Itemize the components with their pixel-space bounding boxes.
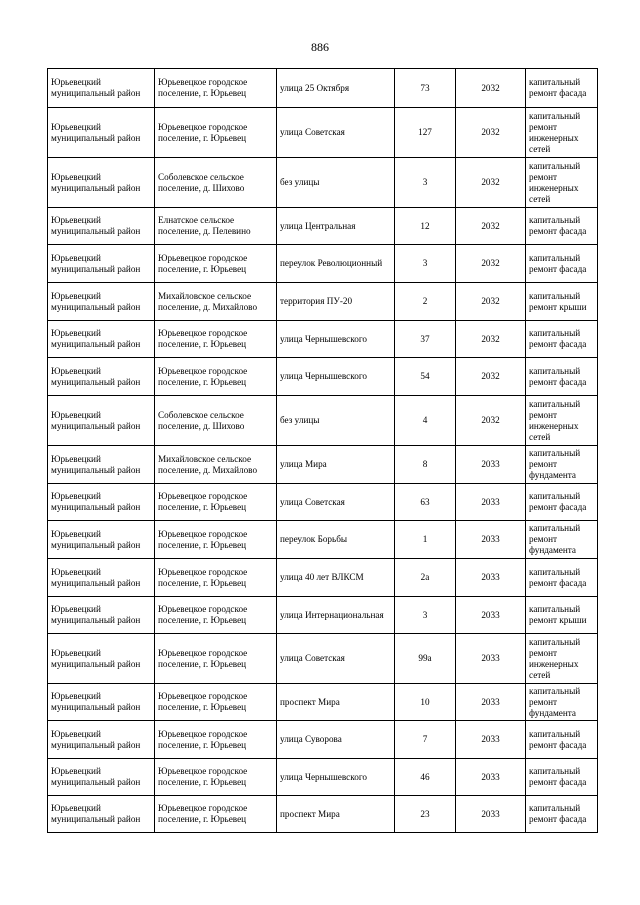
street-cell: без улицы — [277, 158, 395, 208]
district-cell: Юрьевецкий муниципальный район — [48, 759, 155, 796]
street-cell: улица Центральная — [277, 208, 395, 245]
table-row — [48, 484, 598, 521]
house-number-cell: 2а — [395, 559, 456, 597]
table-row — [48, 396, 598, 446]
street-cell: улица 25 Октября — [277, 69, 395, 108]
repair-schedule-table — [47, 68, 598, 833]
settlement-cell: Юрьевецкое городское поселение, г. Юрьевец — [155, 245, 277, 283]
house-number-cell: 127 — [395, 108, 456, 158]
street-cell: проспект Мира — [277, 796, 395, 833]
house-number-cell: 8 — [395, 446, 456, 484]
year-cell: 2032 — [456, 283, 526, 321]
settlement-cell: Юрьевецкое городское поселение, г. Юрьевец — [155, 759, 277, 796]
street-cell: улица Чернышевского — [277, 358, 395, 396]
settlement-cell: Юрьевецкое городское поселение, г. Юрьевец — [155, 796, 277, 833]
settlement-cell: Юрьевецкое городское поселение, г. Юрьевец — [155, 108, 277, 158]
year-cell: 2032 — [456, 158, 526, 208]
year-cell: 2033 — [456, 684, 526, 721]
settlement-cell: Юрьевецкое городское поселение, г. Юрьевец — [155, 721, 277, 759]
table-row — [48, 684, 598, 721]
district-cell: Юрьевецкий муниципальный район — [48, 721, 155, 759]
house-number-cell: 46 — [395, 759, 456, 796]
street-cell: улица Чернышевского — [277, 759, 395, 796]
work-type-cell: капитальный ремонт фасада — [526, 208, 598, 245]
settlement-cell: Юрьевецкое городское поселение, г. Юрьевец — [155, 358, 277, 396]
district-cell: Юрьевецкий муниципальный район — [48, 358, 155, 396]
table-row — [48, 559, 598, 597]
house-number-cell: 37 — [395, 321, 456, 358]
work-type-cell: капитальный ремонт фасада — [526, 721, 598, 759]
work-type-cell: капитальный ремонт крыши — [526, 283, 598, 321]
street-cell: улица Чернышевского — [277, 321, 395, 358]
table-row — [48, 69, 598, 108]
year-cell: 2032 — [456, 358, 526, 396]
street-cell: улица Советская — [277, 484, 395, 521]
street-cell: переулок Революционный — [277, 245, 395, 283]
settlement-cell: Елнатское сельское поселение, д. Пелевино — [155, 208, 277, 245]
house-number-cell: 10 — [395, 684, 456, 721]
district-cell: Юрьевецкий муниципальный район — [48, 158, 155, 208]
house-number-cell: 73 — [395, 69, 456, 108]
work-type-cell: капитальный ремонт фасада — [526, 321, 598, 358]
street-cell: проспект Мира — [277, 684, 395, 721]
year-cell: 2032 — [456, 321, 526, 358]
table-row — [48, 796, 598, 833]
house-number-cell: 63 — [395, 484, 456, 521]
house-number-cell: 2 — [395, 283, 456, 321]
year-cell: 2033 — [456, 759, 526, 796]
table-row — [48, 721, 598, 759]
district-cell: Юрьевецкий муниципальный район — [48, 245, 155, 283]
house-number-cell: 4 — [395, 396, 456, 446]
year-cell: 2032 — [456, 208, 526, 245]
year-cell: 2033 — [456, 597, 526, 634]
table-row — [48, 208, 598, 245]
district-cell: Юрьевецкий муниципальный район — [48, 283, 155, 321]
work-type-cell: капитальный ремонт фундамента — [526, 521, 598, 559]
work-type-cell: капитальный ремонт фундамента — [526, 446, 598, 484]
settlement-cell: Юрьевецкое городское поселение, г. Юрьевец — [155, 321, 277, 358]
house-number-cell: 99а — [395, 634, 456, 684]
street-cell: улица Советская — [277, 634, 395, 684]
work-type-cell: капитальный ремонт инженерных сетей — [526, 158, 598, 208]
table-row — [48, 634, 598, 684]
table-row — [48, 759, 598, 796]
table-row — [48, 158, 598, 208]
district-cell: Юрьевецкий муниципальный район — [48, 597, 155, 634]
house-number-cell: 23 — [395, 796, 456, 833]
work-type-cell: капитальный ремонт инженерных сетей — [526, 634, 598, 684]
table-row — [48, 358, 598, 396]
work-type-cell: капитальный ремонт инженерных сетей — [526, 396, 598, 446]
house-number-cell: 3 — [395, 597, 456, 634]
settlement-cell: Михайловское сельское поселение, д. Михайлово — [155, 446, 277, 484]
house-number-cell: 3 — [395, 245, 456, 283]
table-row — [48, 446, 598, 484]
street-cell: улица Мира — [277, 446, 395, 484]
table-row — [48, 321, 598, 358]
work-type-cell: капитальный ремонт фасада — [526, 358, 598, 396]
year-cell: 2033 — [456, 721, 526, 759]
district-cell: Юрьевецкий муниципальный район — [48, 108, 155, 158]
street-cell: улица 40 лет ВЛКСМ — [277, 559, 395, 597]
district-cell: Юрьевецкий муниципальный район — [48, 521, 155, 559]
table-row — [48, 521, 598, 559]
table-row — [48, 108, 598, 158]
house-number-cell: 12 — [395, 208, 456, 245]
settlement-cell: Соболевское сельское поселение, д. Шихово — [155, 396, 277, 446]
work-type-cell: капитальный ремонт фундамента — [526, 684, 598, 721]
work-type-cell: капитальный ремонт фасада — [526, 796, 598, 833]
year-cell: 2032 — [456, 108, 526, 158]
district-cell: Юрьевецкий муниципальный район — [48, 396, 155, 446]
district-cell: Юрьевецкий муниципальный район — [48, 559, 155, 597]
year-cell: 2033 — [456, 484, 526, 521]
house-number-cell: 3 — [395, 158, 456, 208]
year-cell: 2032 — [456, 69, 526, 108]
district-cell: Юрьевецкий муниципальный район — [48, 484, 155, 521]
settlement-cell: Юрьевецкое городское поселение, г. Юрьевец — [155, 597, 277, 634]
work-type-cell: капитальный ремонт фасада — [526, 484, 598, 521]
page-number: 886 — [311, 40, 329, 54]
district-cell: Юрьевецкий муниципальный район — [48, 321, 155, 358]
work-type-cell: капитальный ремонт фасада — [526, 759, 598, 796]
year-cell: 2032 — [456, 396, 526, 446]
settlement-cell: Юрьевецкое городское поселение, г. Юрьевец — [155, 521, 277, 559]
settlement-cell: Юрьевецкое городское поселение, г. Юрьевец — [155, 684, 277, 721]
house-number-cell: 1 — [395, 521, 456, 559]
house-number-cell: 54 — [395, 358, 456, 396]
street-cell: территория ПУ-20 — [277, 283, 395, 321]
settlement-cell: Юрьевецкое городское поселение, г. Юрьевец — [155, 634, 277, 684]
district-cell: Юрьевецкий муниципальный район — [48, 446, 155, 484]
year-cell: 2033 — [456, 521, 526, 559]
work-type-cell: капитальный ремонт фасада — [526, 69, 598, 108]
work-type-cell: капитальный ремонт фасада — [526, 559, 598, 597]
district-cell: Юрьевецкий муниципальный район — [48, 684, 155, 721]
year-cell: 2033 — [456, 634, 526, 684]
street-cell: улица Советская — [277, 108, 395, 158]
district-cell: Юрьевецкий муниципальный район — [48, 634, 155, 684]
table-row — [48, 245, 598, 283]
street-cell: улица Интернациональная — [277, 597, 395, 634]
table-row — [48, 597, 598, 634]
settlement-cell: Михайловское сельское поселение, д. Михайлово — [155, 283, 277, 321]
work-type-cell: капитальный ремонт крыши — [526, 597, 598, 634]
settlement-cell: Юрьевецкое городское поселение, г. Юрьевец — [155, 484, 277, 521]
year-cell: 2032 — [456, 245, 526, 283]
street-cell: улица Суворова — [277, 721, 395, 759]
settlement-cell: Соболевское сельское поселение, д. Шихово — [155, 158, 277, 208]
settlement-cell: Юрьевецкое городское поселение, г. Юрьевец — [155, 69, 277, 108]
house-number-cell: 7 — [395, 721, 456, 759]
year-cell: 2033 — [456, 796, 526, 833]
district-cell: Юрьевецкий муниципальный район — [48, 69, 155, 108]
year-cell: 2033 — [456, 559, 526, 597]
year-cell: 2033 — [456, 446, 526, 484]
work-type-cell: капитальный ремонт фасада — [526, 245, 598, 283]
district-cell: Юрьевецкий муниципальный район — [48, 796, 155, 833]
district-cell: Юрьевецкий муниципальный район — [48, 208, 155, 245]
street-cell: без улицы — [277, 396, 395, 446]
settlement-cell: Юрьевецкое городское поселение, г. Юрьевец — [155, 559, 277, 597]
work-type-cell: капитальный ремонт инженерных сетей — [526, 108, 598, 158]
table-row — [48, 283, 598, 321]
street-cell: переулок Борьбы — [277, 521, 395, 559]
